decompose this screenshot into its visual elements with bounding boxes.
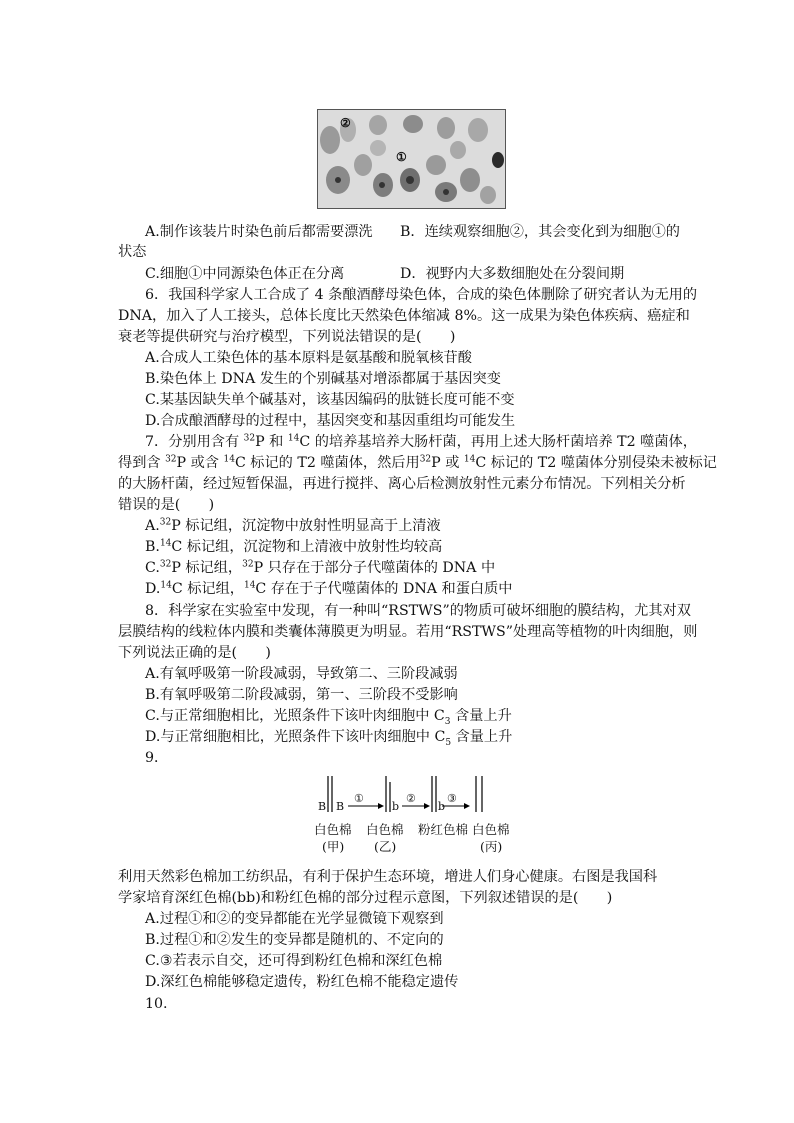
cotton-breeding-diagram — [310, 772, 510, 852]
q9-number: 9． — [145, 750, 169, 766]
step-2-label: ② — [406, 792, 416, 805]
q5-option-b-cont: 状态 — [118, 244, 147, 260]
q5-option-b: B．连续观察细胞②，其会变化到为细胞①的 — [400, 224, 680, 240]
jia-label: (甲) — [322, 839, 345, 854]
q8-option-b: B.有氧呼吸第二阶段减弱，第一、三阶段不受影响 — [145, 687, 458, 703]
q7-stem-line4: 错误的是( ) — [118, 497, 215, 513]
q5-option-c: C.细胞①中同源染色体正在分离 — [145, 266, 345, 282]
cell-label-2: ② — [340, 116, 351, 130]
pink-name: 粉红色棉 — [418, 822, 469, 837]
q6-stem-line3: 衰老等提供研究与治疗模型，下列说法错误的是( ) — [118, 329, 456, 345]
q9-stem-line1: 利用天然彩色棉加工纺织品，有利于保护生态环境，增进人们身心健康。右图是我国科 — [118, 869, 658, 885]
micrograph-image — [317, 109, 506, 209]
q7-stem-line2: 得到含 $^{32}$P 或含 $^{14}$C 标记的 T2 噬菌体，然后用$^{32}$P 或 $^{14}$C 标记的 T2 噬菌体分别侵染未被标记 — [118, 454, 717, 471]
q9-option-c: C.③若表示自交，还可得到粉红色棉和深红色棉 — [145, 953, 443, 969]
bing-name: 白色棉 — [472, 822, 510, 837]
q8-stem-line1: 8．科学家在实验室中发现，有一种叫“RSTWS”的物质可破坏细胞的膜结构，尤其对双 — [145, 603, 691, 619]
q5-option-a: A.制作该装片时染色前后都需要漂洗 — [145, 224, 373, 240]
q9-option-d: D.深红色棉能够稳定遗传，粉红色棉不能稳定遗传 — [145, 974, 459, 990]
q6-option-a: A.合成人工染色体的基本原料是氨基酸和脱氧核苷酸 — [145, 350, 472, 366]
allele-B-left: B — [318, 800, 327, 813]
q8-stem-line3: 下列说法正确的是( ) — [118, 645, 271, 661]
q7-option-b: B.$^{14}$C 标记组，沉淀物和上清液中放射性均较高 — [145, 538, 443, 555]
q8-option-d: D.与正常细胞相比，光照条件下该叶肉细胞中 $C_5$ 含量上升 — [145, 729, 513, 748]
q7-stem-line3: 的大肠杆菌，经过短暂保温，再进行搅拌、离心后检测放射性元素分布情况。下列相关分析 — [118, 476, 686, 492]
q8-stem-line2: 层膜结构的线粒体内膜和类囊体薄膜更为明显。若用“RSTWS”处理高等植物的叶肉细胞，则 — [118, 624, 698, 640]
step-3-label: ③ — [447, 792, 457, 805]
q7-option-d: D.$^{14}$C 标记组，$^{14}$C 存在于子代噬菌体的 DNA 和蛋白质中 — [145, 580, 513, 597]
q9-option-a: A.过程①和②的变异都能在光学显微镜下观察到 — [145, 911, 444, 927]
q7-option-c: C.$^{32}$P 标记组，$^{32}$P 只存在于部分子代噬菌体的 DNA 中 — [145, 559, 496, 576]
jia-name: 白色棉 — [314, 822, 352, 837]
bing-label: (丙) — [480, 839, 503, 854]
q6-option-b: B.染色体上 DNA 发生的个别碱基对增添都属于基因突变 — [145, 371, 501, 387]
q9-stem-line2: 学家培育深红色棉(bb)和粉红色棉的部分过程示意图，下列叙述错误的是( ) — [118, 890, 613, 906]
yi-name: 白色棉 — [366, 822, 404, 837]
q8-option-c: C.与正常细胞相比，光照条件下该叶肉细胞中 $C_3$ 含量上升 — [145, 708, 512, 727]
q8-option-a: A.有氧呼吸第一阶段减弱，导致第二、三阶段减弱 — [145, 666, 458, 682]
cell-label-1: ① — [396, 150, 407, 164]
step-1-label: ① — [354, 792, 364, 805]
allele-b-pink: b — [438, 800, 446, 813]
q6-stem-line2: DNA，加入了人工接头，总体长度比天然染色体缩减 8%。这一成果为染色体疾病、癌症和 — [118, 308, 690, 324]
allele-b-yi: b — [392, 800, 400, 813]
q7-stem-line1: 7．分别用含有 $^{32}$P 和 $^{14}$C 的培养基培养大肠杆菌，再用上述大肠杆菌培养 T2 噬菌体， — [145, 433, 697, 450]
q6-option-c: C.某基因缺失单个碱基对，该基因编码的肽链长度可能不变 — [145, 392, 515, 408]
q5-option-d: D．视野内大多数细胞处在分裂间期 — [400, 266, 625, 282]
allele-B-right: B — [336, 800, 345, 813]
q6-stem-line1: 6．我国科学家人工合成了 4 条酿酒酵母染色体，合成的染色体删除了研究者认为无用的 — [145, 287, 698, 303]
q9-option-b: B.过程①和②发生的变异都是随机的、不定向的 — [145, 932, 444, 948]
yi-label: (乙) — [374, 839, 397, 854]
q7-option-a: A.$^{32}$P 标记组，沉淀物中放射性明显高于上清液 — [145, 517, 441, 534]
q6-option-d: D.合成酿酒酵母的过程中，基因突变和基因重组均可能发生 — [145, 413, 516, 429]
q10-number: 10. — [145, 996, 168, 1012]
